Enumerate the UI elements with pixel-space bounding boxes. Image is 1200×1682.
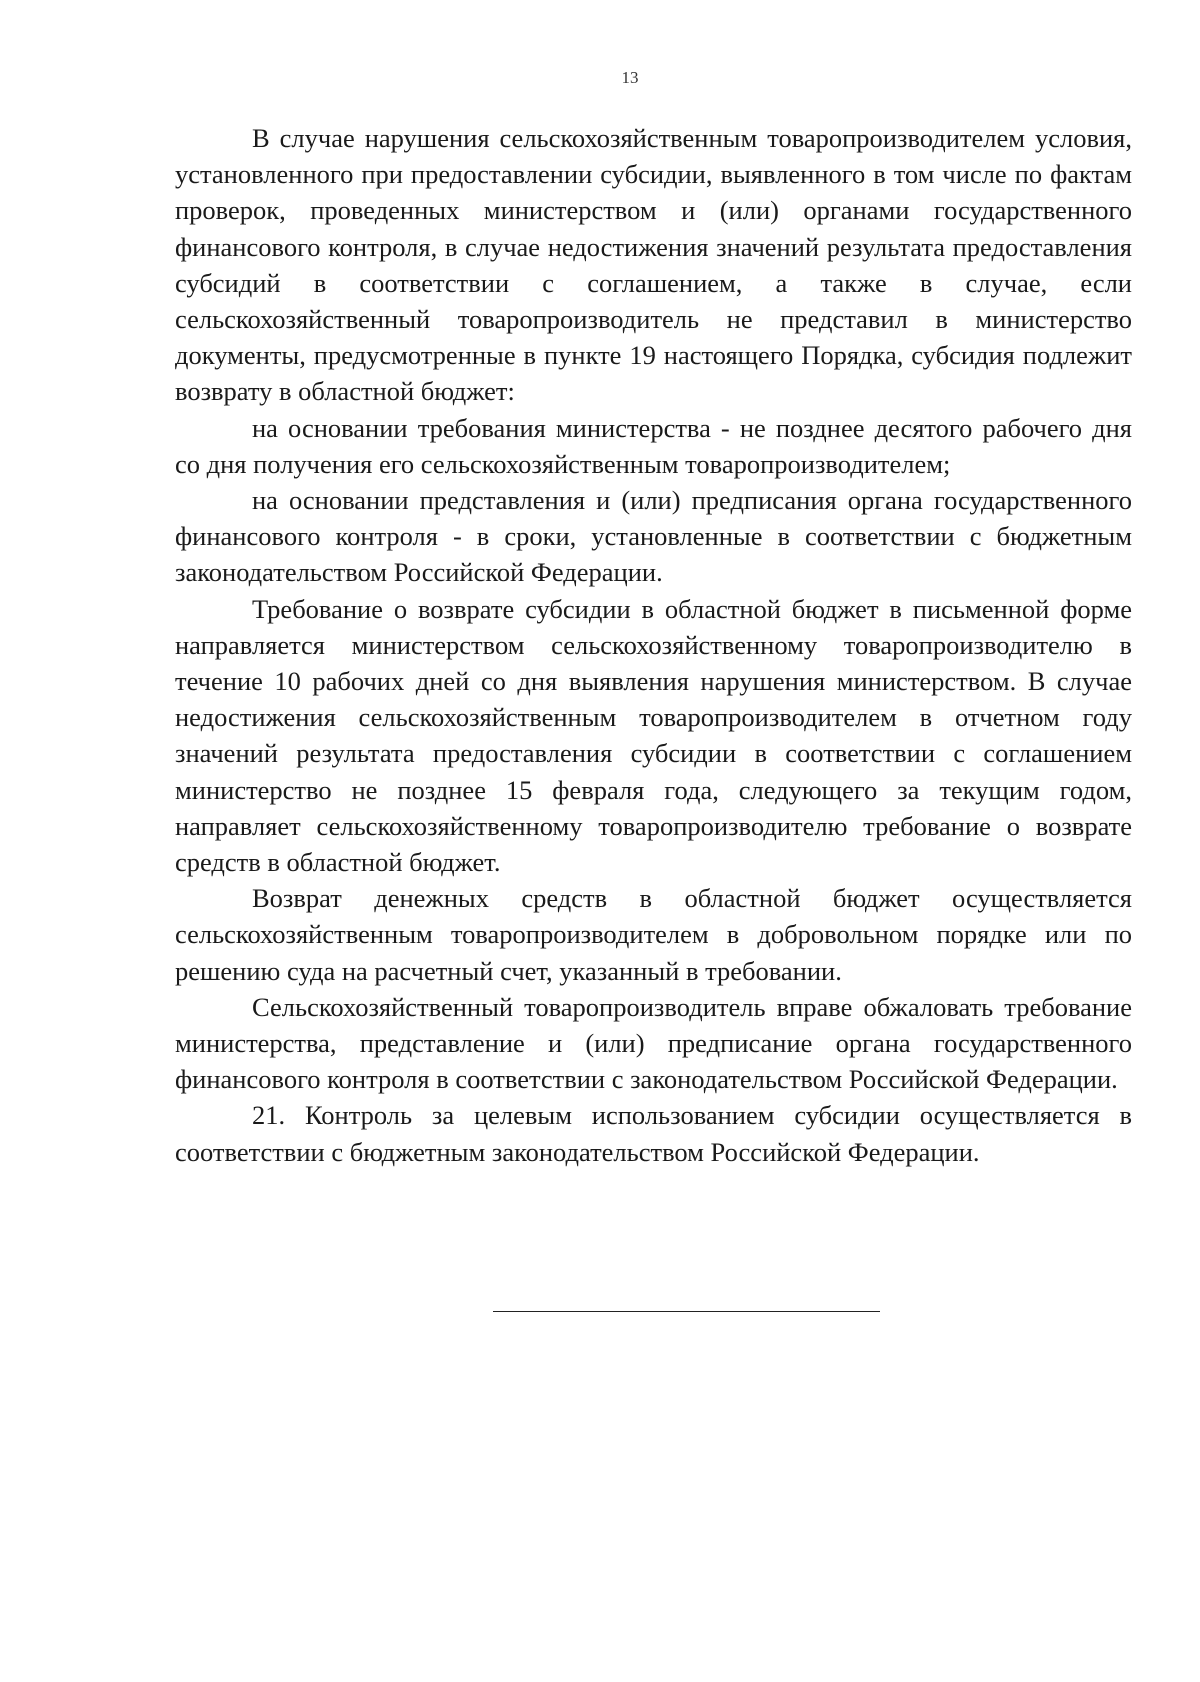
paragraph-21-control: 21. Контроль за целевым использованием субсидии осуществляется в соответствии с бюджетным законодательством Российской Федерации. — [175, 1100, 1132, 1167]
paragraph-appeal-right: Сельскохозяйственный товаропроизводитель вправе обжаловать требование министерства, представление и (или) предписание органа государственного финансового контроля в соответствии с законодательством Российской Федерации. — [175, 991, 1132, 1095]
paragraph-refund-conditions: В случае нарушения сельскохозяйственным товаропроизводителем условия, установленного при предоставлении субсидии, выявленного в том числе по фактам проверок, проведенных министерством и (или) органами государственного финансового контроля, в случае недостижения значений результата предоставления субсидий в соответствии с соглашением, а также в случае, если сельскохозяйственный товаропроизводитель не представил в министерство документы, предусмотренные в пункте 19 настоящего Порядка, субсидия подлежит возврату в областной бюджет: — [175, 123, 1132, 407]
paragraph-control-body-order: на основании представления и (или) предписания органа государственного финансового контроля - в сроки, установленные в соответствии с бюджетным законодательством Российской Федерации. — [175, 485, 1132, 588]
paragraph-refund-procedure: Возврат денежных средств в областной бюджет осуществляется сельскохозяйственным товаропроизводителем в добровольном порядке или по решению суда на расчетный счет, указанный в требовании. — [175, 883, 1132, 986]
paragraph-written-requirement: Требование о возврате субсидии в областной бюджет в письменной форме направляется министерством сельскохозяйственному товаропроизводителю в течение 10 рабочих дней со дня выявления нарушения министерством. В случае недостижения сельскохозяйственным товаропроизводителем в отчетном году значений результата предоставления субсидии в соответствии с соглашением министерство не позднее 15 февраля года, следующего за текущим годом, направляет сельскохозяйственному товаропроизводителю требование о возврате средств в областной бюджет. — [175, 593, 1132, 878]
paragraph-ministry-requirement: на основании требования министерства - не позднее десятого рабочего дня со дня получения его сельскохозяйственным товаропроизводителем; — [175, 412, 1132, 479]
document-body — [175, 120, 1132, 1170]
end-of-document-rule — [493, 1311, 880, 1312]
page-number: 13 — [621, 68, 639, 87]
